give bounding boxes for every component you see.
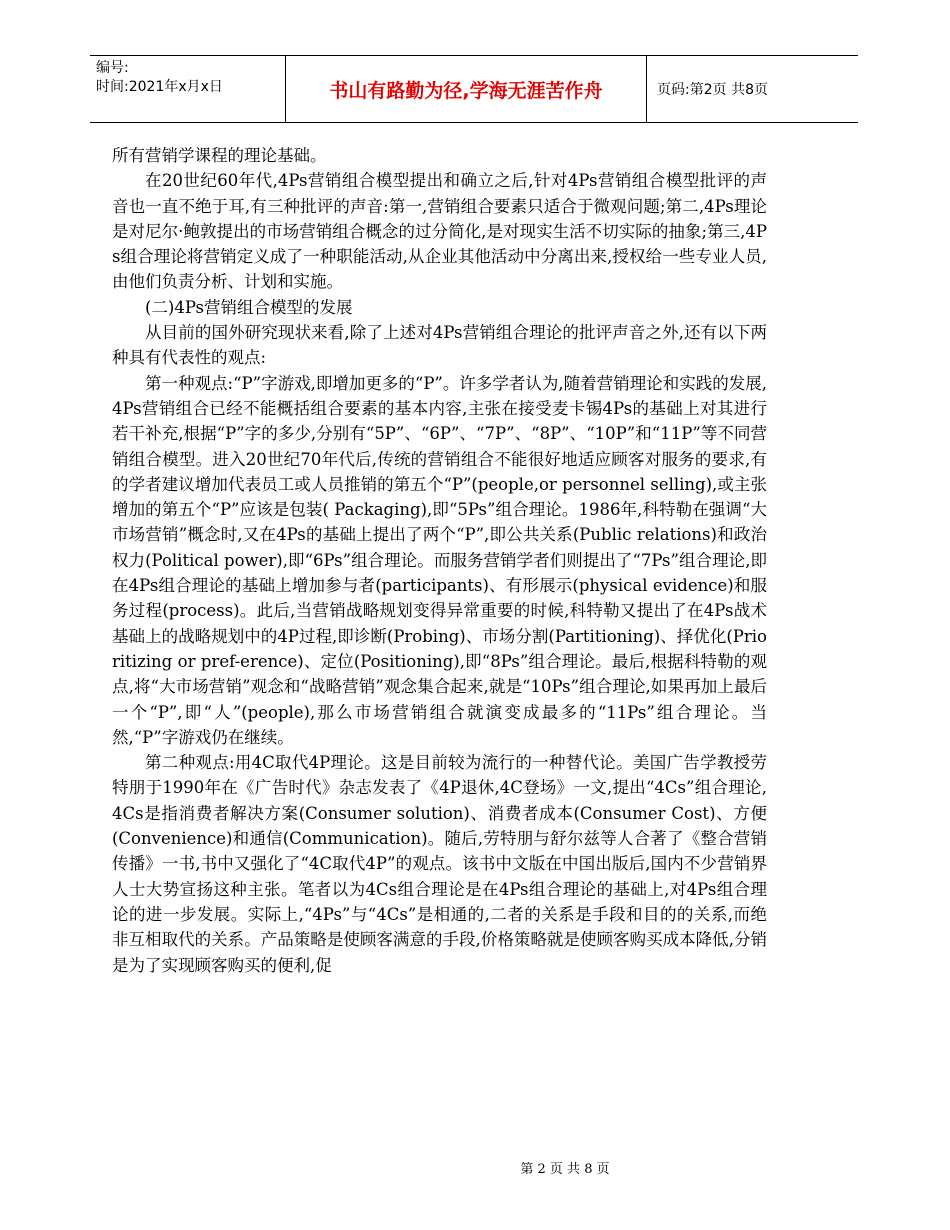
document-body [112, 143, 767, 978]
paragraph: 第一种观点:“P”字游戏,即增加更多的“P”。许多学者认为,随着营销理论和实践的发展,4Ps营销组合已经不能概括组合要素的基本内容,主张在接受麦卡锡4Ps的基础上对其进行若干补充,根据“P”字的多少,分别有“5P”、“6P”、“7P”、“8P”、“10P”和“11P”等不同营销组合模型。进入20世纪70年代后,传统的营销组合不能很好地适应顾客对服务的要求,有的学者建议增加代表员工或人员推销的第五个“P”(people,or personnel selling),或主张增加的第五个“P”应该是包装( Packaging),即“5Ps”组合理论。1986年,科特勒在强调“大市场营销”概念时,又在4Ps的基础上提出了两个“P”,即公共关系(Public relations)和政治权力(Political power),即“6Ps”组合理论。而服务营销学者们则提出了“7Ps”组合理论,即在4Ps组合理论的基础上增加参与者(participants)、有形展示(physical evidence)和服务过程(process)。此后,当营销战略规划变得异常重要的时候,科特勒又提出了在4Ps战术基础上的战略规划中的4P过程,即诊断(Probing)、市场分割(Partitioning)、择优化(Prioritizing or pref-erence)、定位(Positioning),即“8Ps”组合理论。最后,根据科特勒的观点,将“大市场营销”观念和“战略营销”观念集合起来,就是“10Ps”组合理论,如果再加上最后一个“P”,即“人”(people),那么市场营销组合就演变成最多的“11Ps”组合理论。当然,“P”字游戏仍在继续。 [112, 373, 767, 747]
header-motto: 书山有路勤为径,学海无涯苦作舟 [285, 56, 647, 122]
paragraph: 所有营销学课程的理论基础。 [112, 146, 327, 165]
paragraph: 第二种观点:用4C取代4P理论。这是目前较为流行的一种替代论。美国广告学教授劳特朋于1990年在《广告时代》杂志发表了《4P退休,4C登场》一文,提出“4Cs”组合理论,4Cs是指消费者解决方案(Consumer solution)、消费者成本(Consumer Cost)、方便(Convenience)和通信(Communication)。随后,劳特朋与舒尔兹等人合著了《整合营销传播》一书,书中又强化了“4C取代4P”的观点。该书中文版在中国出版后,国内不少营销界人士大势宣扬这种主张。笔者以为4Cs组合理论是在4Ps组合理论的基础上,对4Ps组合理论的进一步发展。实际上,“4Ps”与“4Cs”是相通的,二者的关系是手段和目的的关系,而绝非互相取代的关系。产品策略是使顾客满意的手段,价格策略就是使顾客购买成本降低,分销是为了实现顾客购买的便利,促 [112, 753, 767, 975]
paragraph: 从目前的国外研究现状来看,除了上述对4Ps营销组合理论的批评声音之外,还有以下两种具有代表性的观点: [112, 323, 767, 368]
section-heading: (二)4Ps营销组合模型的发展 [145, 297, 353, 317]
page-header [90, 55, 858, 123]
code-label: 编号: [96, 60, 129, 76]
paragraph: 在20世纪60年代,4Ps营销组合模型提出和确立之后,针对4Ps营销组合模型批评的声音也一直不绝于耳,有三种批评的声音:第一,营销组合要素只适合于微观问题;第二,4Ps理论是对尼尔·鲍敦提出的市场营销组合概念的过分简化,是对现实生活不切实际的抽象;第三,4Ps组合理论将营销定义成了一种职能活动,从企业其他活动中分离出来,授权给一些专业人员,由他们负责分析、计划和实施。 [112, 171, 767, 292]
header-page-info: 页码:第2页 共8页 [657, 82, 768, 98]
header-meta [90, 56, 285, 122]
page-footer: 第 2 页 共 8 页 [520, 1162, 610, 1177]
time-label: 时间:2021年x月x日 [96, 79, 223, 95]
